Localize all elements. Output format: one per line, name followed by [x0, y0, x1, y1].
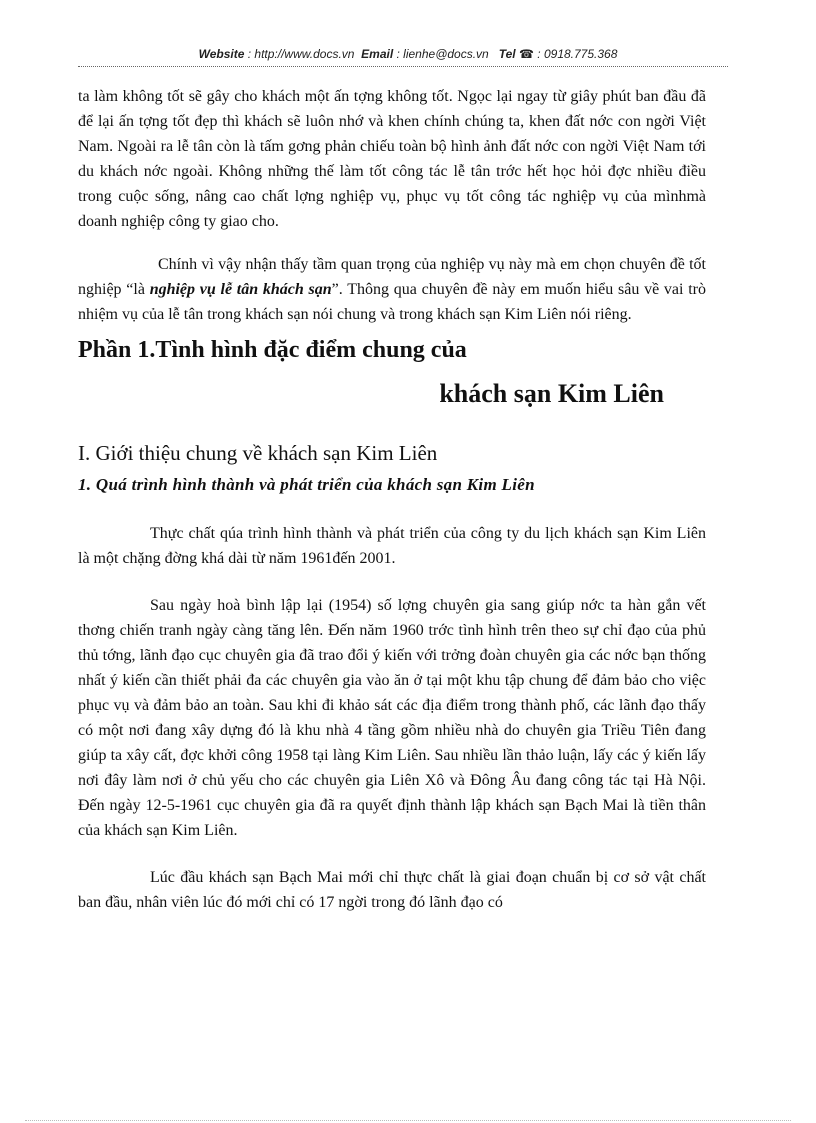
document-body	[78, 84, 706, 915]
tel-number: : 0918.775.368	[537, 47, 618, 61]
paragraph-2-start: Chính vì vậy nhận thấy tầm quan trọng của nghiệp vụ này mà em chọn chuyên đề tốt nghiệp “là	[78, 256, 706, 298]
paragraph-2	[78, 252, 706, 327]
header-divider	[78, 66, 728, 67]
paragraph-3: Thực chất qúa trình hình thành và phát triển của công ty du lịch khách sạn Kim Liên là một chặng đờng khá dài từ năm 1961đến 2001.	[78, 525, 706, 567]
website-label: Website	[198, 47, 245, 61]
paragraph-2-end: ”. Thông qua chuyên đề này em muốn hiểu sâu về vai trò nhiệm vụ của lễ tân trong khách sạn nói chung và trong khách sạn Kim Liên nói riêng.	[78, 281, 706, 323]
paragraph-1: ta làm không tốt sẽ gây cho khách một ấn tợng không tốt. Ngọc lại ngay từ giây phút ban đầu đã để lại ấn tợng tốt đẹp thì khách sẽ luôn nhớ và khen chính chúng ta, khen đất nớc con ngời Việt Nam. Ngoài ra lễ tân còn là tấm gơng phản chiếu toàn bộ hình ảnh đất nớc con ngời Việt Nam tới du khách nớc ngoài. Không những thế làm tốt công tác lễ tân trớc hết học hỏi đợc nhiều điều trong cuộc sống, nâng cao chất lợng nghiệp vụ, phục vụ tốt công tác nghiệp vụ của mìnhmà doanh nghiệp công ty giao cho.	[78, 88, 706, 230]
footer-divider	[25, 1120, 791, 1121]
subsection-heading: 1. Quá trình hình thành và phát triển của khách sạn Kim Liên	[78, 475, 535, 494]
part-heading-line-1: Phần 1.Tình hình đặc điểm chung của	[78, 337, 467, 363]
phone-icon: ☎	[519, 47, 534, 61]
paragraph-4: Sau ngày hoà bình lập lại (1954) số lợng chuyên gia sang giúp nớc ta hàn gắn vết thơng chiến tranh ngày càng tăng lên. Đến năm 1960 trớc tình hình trên theo sự chỉ đạo của phủ thủ tớng, lãnh đạo cục chuyên gia đã trao đổi ý kiến với trởng đoàn chuyên gia các nớc bạn thống nhất ý kiến cần thiết phải đa các chuyên gia vào ăn ở tại một khu tập chung để đảm bảo cho việc phục vụ và đảm bảo an toàn. Sau khi đi khảo sát các địa điểm trong thành phố, các lãnh đạo thấy có một nơi đang xây dựng đó là khu nhà 4 tầng gồm nhiều nhà do chuyên gia Triều Tiên đang giúp ta xây cất, đợc khởi công 1958 tại làng Kim Liên. Sau nhiều lần thảo luận, lấy các ý kiến lấy nơi đây làm nơi ở chủ yếu cho các chuyên gia Liên Xô và Đông Âu đang công tác tại Hà Nội. Đến ngày 12-5-1961 cục chuyên gia đã ra quyết định thành lập khách sạn Bạch Mai là tiền thân của khách sạn Kim Liên.	[78, 597, 706, 839]
email-label: Email	[361, 47, 394, 61]
paragraph-5: Lúc đầu khách sạn Bạch Mai mới chỉ thực chất là giai đoạn chuẩn bị cơ sở vật chất ban đầu, nhân viên lúc đó mới chỉ có 17 ngời trong đó lãnh đạo có	[78, 869, 706, 911]
website-url[interactable]: : http://www.docs.vn	[247, 47, 355, 61]
email-address[interactable]: : lienhe@docs.vn	[396, 47, 489, 61]
tel-label: Tel	[498, 47, 516, 61]
part-heading-line-2: khách sạn Kim Liên	[439, 379, 664, 408]
spacer	[78, 234, 706, 252]
spacer	[78, 571, 706, 593]
spacer	[78, 497, 706, 521]
topic-emphasis: nghiệp vụ lễ tân khách sạn	[149, 281, 332, 298]
page-header	[0, 47, 816, 61]
section-heading: I. Giới thiệu chung về khách sạn Kim Liên	[78, 441, 438, 465]
spacer	[78, 843, 706, 865]
